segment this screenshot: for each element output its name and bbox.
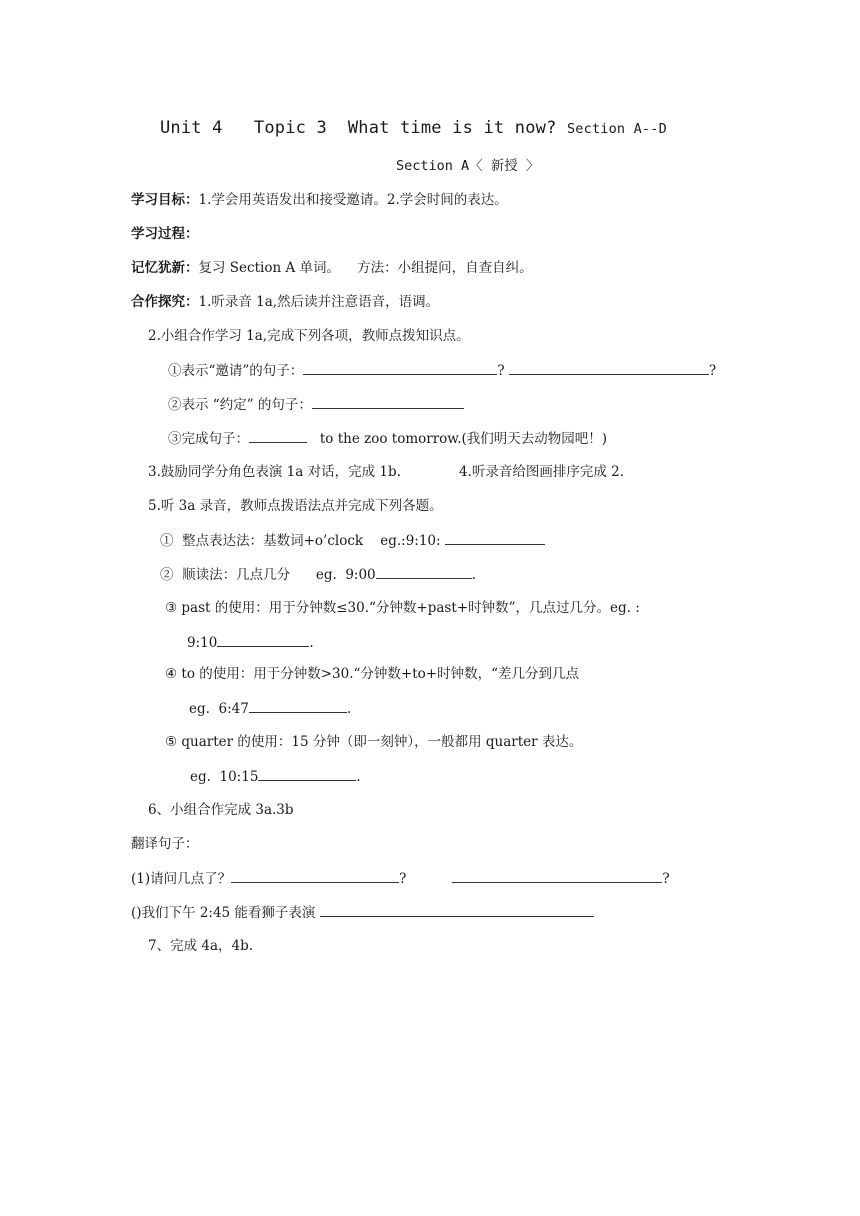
item-2-2 xyxy=(168,394,464,415)
item-2-3 xyxy=(168,428,607,449)
blank-quarter[interactable] xyxy=(258,766,356,781)
blank-invite-2[interactable] xyxy=(509,360,709,375)
translate-2 xyxy=(131,902,594,923)
blank-complete[interactable] xyxy=(249,428,307,443)
review-text: 复习 Section A 单词。 方法：小组提问，自查自纠。 xyxy=(198,260,533,276)
item-4: 4.听录音给图画排序完成 2. xyxy=(459,464,625,480)
item-5-5: ⑤ quarter 的使用：15 分钟（即一刻钟），一般都用 quarter 表达。 xyxy=(165,734,583,750)
coop-text: 1.听录音 1a,然后读并注意语音，语调。 xyxy=(198,294,440,310)
blank-translate-1b[interactable] xyxy=(452,868,662,883)
goal-text: 1.学会用英语发出和接受邀请。2.学会时间的表达。 xyxy=(198,192,508,208)
question-mark: ? xyxy=(662,871,670,887)
item-2-3-label: ③完成句子： xyxy=(168,431,249,447)
title-tail: Section A--D xyxy=(566,121,667,137)
item-5-3-example-text: 9:10 xyxy=(187,635,218,651)
section-subtitle: Section A〈 新授 〉 xyxy=(396,158,540,174)
translate-1 xyxy=(131,868,670,889)
item-5: 5.听 3a 录音，教师点拨语法点并完成下列各题。 xyxy=(148,498,443,514)
item-2-1 xyxy=(168,360,716,381)
item-5-5-example xyxy=(190,766,361,787)
item-6: 6、小组合作完成 3a.3b xyxy=(148,802,294,818)
coop-line xyxy=(131,292,439,312)
item-5-3-example xyxy=(187,632,314,653)
period: . xyxy=(471,567,476,583)
learning-goal xyxy=(131,190,508,210)
item-5-1 xyxy=(160,530,545,551)
item-5-2 xyxy=(160,564,476,585)
blank-direct-reading[interactable] xyxy=(376,564,472,579)
item-5-1-text: ① 整点表达法：基数词+o’clock eg.:9:10: xyxy=(160,533,445,549)
title-main: Unit 4 Topic 3 What time is it now? xyxy=(160,118,557,138)
question-mark: ? xyxy=(708,363,717,379)
item-5-4-example xyxy=(189,698,351,719)
item-5-3: ③ past 的使用：用于分钟数≤30.“分钟数+past+时钟数”，几点过几分。eg. : xyxy=(165,600,640,616)
question-mark: ? xyxy=(497,363,505,379)
translate-2-text: ()我们下午 2:45 能看狮子表演 xyxy=(131,905,316,921)
item-5-2-text: ② 顺读法：几点几分 eg. 9:00 xyxy=(160,567,376,583)
item-5-5-example-text: eg. 10:15 xyxy=(190,769,259,785)
translate-1-text: (1)请问几点了？ xyxy=(131,871,232,887)
blank-past[interactable] xyxy=(217,632,309,647)
item-7: 7、完成 4a，4b. xyxy=(148,938,254,954)
item-2: 2.小组合作学习 1a,完成下列各项，教师点拨知识点。 xyxy=(148,328,470,344)
review-label: 记忆犹新： xyxy=(131,260,199,276)
period: . xyxy=(356,769,361,785)
question-mark: ? xyxy=(399,871,407,887)
item-5-4-example-text: eg. 6:47 xyxy=(189,701,249,717)
coop-label: 合作探究： xyxy=(131,294,199,310)
period: . xyxy=(309,635,314,651)
blank-oclock[interactable] xyxy=(445,530,545,545)
blank-to[interactable] xyxy=(249,698,347,713)
process-label: 学习过程： xyxy=(131,226,199,242)
review-line xyxy=(131,258,533,278)
blank-translate-2[interactable] xyxy=(320,902,594,917)
document-title xyxy=(160,118,667,139)
period: . xyxy=(346,701,352,717)
translate-label: 翻译句子： xyxy=(131,836,199,852)
item-3: 3.鼓励同学分角色表演 1a 对话，完成 1b. xyxy=(148,464,401,480)
blank-appointment[interactable] xyxy=(312,394,464,409)
item-2-1-label: ①表示“邀请”的句子： xyxy=(168,363,304,379)
item-5-4: ④ to 的使用：用于分钟数>30.“分钟数+to+时钟数，“差几分到几点 xyxy=(165,666,579,682)
item-2-3-tail: to the zoo tomorrow.(我们明天去动物园吧！) xyxy=(319,431,608,447)
blank-translate-1a[interactable] xyxy=(231,868,399,883)
blank-invite-1[interactable] xyxy=(303,360,497,375)
goal-label: 学习目标： xyxy=(131,192,199,208)
item-2-2-label: ②表示 “约定” 的句子： xyxy=(168,397,312,413)
